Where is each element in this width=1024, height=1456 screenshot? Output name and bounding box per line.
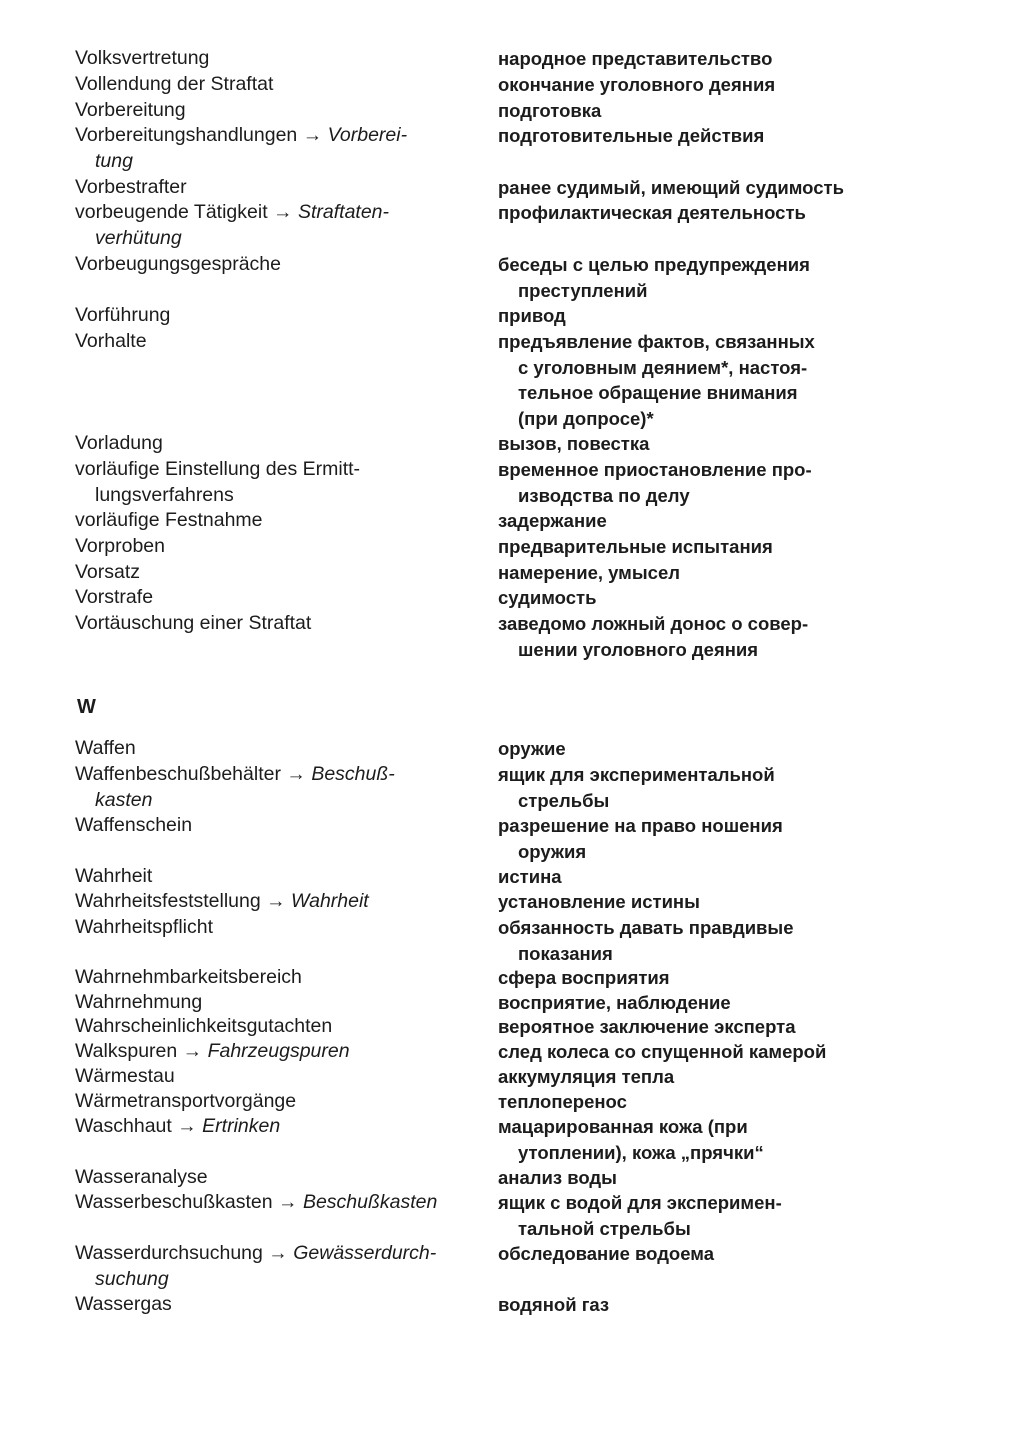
russian-translation-line: намерение, умысел	[498, 562, 681, 583]
russian-translation	[498, 303, 918, 329]
german-term	[75, 762, 475, 813]
german-term	[75, 457, 475, 508]
cross-reference-continuation: suchung	[95, 1267, 169, 1290]
russian-translation	[498, 431, 918, 457]
cross-reference-continuation: verhütung	[95, 226, 182, 249]
german-term-text: Wahrheitsfeststellung	[75, 890, 261, 912]
russian-translation-line: подготовительные действия	[498, 125, 765, 146]
german-term-text: Vorführung	[75, 304, 171, 326]
russian-translation	[498, 1241, 918, 1267]
russian-translation	[498, 98, 918, 124]
german-term-line	[75, 1064, 475, 1090]
cross-reference: Beschuß-	[311, 763, 395, 785]
arrow-right-icon: →	[171, 1115, 203, 1137]
german-term	[75, 46, 475, 72]
german-term	[75, 303, 475, 329]
russian-translation-line: мацарированная кожа (при	[498, 1116, 748, 1137]
russian-translation-line: предварительные испытания	[498, 536, 773, 557]
german-term-line	[75, 560, 475, 586]
german-term	[75, 915, 475, 941]
russian-translation-line: аккумуляция тепла	[498, 1066, 675, 1087]
russian-translation	[498, 736, 918, 762]
russian-translation-line: заведомо ложный донос о совер-	[498, 613, 809, 634]
german-term-text: Volksvertretung	[75, 47, 210, 69]
russian-translation-line: преступлений	[518, 279, 648, 301]
german-term-text: Wahrheitspflicht	[75, 916, 213, 938]
german-term-text: Wärmetransportvorgänge	[75, 1090, 297, 1112]
cross-reference: Wahrheit	[291, 890, 369, 912]
german-term-line	[75, 483, 475, 509]
german-term-line	[75, 457, 475, 483]
russian-translation	[498, 915, 918, 966]
russian-translation-line: утоплении), кожа „прячки“	[518, 1141, 764, 1163]
german-term	[75, 736, 475, 762]
cross-reference-continuation: tung	[95, 149, 133, 172]
german-term-text: Waffen	[75, 737, 136, 759]
arrow-right-icon: →	[280, 763, 312, 785]
german-term-line	[75, 508, 475, 534]
german-term	[75, 1241, 475, 1292]
german-term-line	[75, 98, 475, 124]
russian-translation	[498, 1190, 918, 1241]
russian-translation	[498, 1114, 918, 1165]
russian-translation-line: судимость	[498, 587, 597, 608]
german-term-text: vorläufige Einstellung des Ermitt-	[75, 458, 361, 480]
german-term-text: Vorhalte	[75, 330, 147, 352]
cross-reference: Beschußkasten	[302, 1191, 438, 1213]
arrow-right-icon: →	[260, 890, 292, 912]
cross-reference: Vorberei-	[327, 124, 408, 146]
german-term-line	[75, 534, 475, 560]
russian-translation-line: обследование водоема	[498, 1243, 715, 1264]
german-term-text: Vollendung der Straftat	[75, 73, 274, 95]
german-term-line	[75, 303, 475, 329]
russian-translation-line: след колеса со спущенной камерой	[498, 1041, 827, 1062]
russian-translation-line: предъявление фактов, связанных	[498, 331, 815, 352]
german-term-line	[75, 736, 475, 762]
german-term-text: vorläufige Festnahme	[75, 509, 263, 531]
german-term-text: Wasserbeschußkasten	[75, 1191, 273, 1213]
russian-translation-line: шении уголовного деяния	[518, 638, 759, 660]
cross-reference-continuation: kasten	[95, 788, 153, 811]
german-term-line	[75, 611, 475, 637]
german-term	[75, 1089, 475, 1115]
russian-translation	[498, 457, 918, 508]
russian-translation-line: тальной стрельбы	[518, 1217, 691, 1239]
cross-reference: Ertrinken	[202, 1115, 281, 1137]
russian-translation	[498, 864, 918, 890]
russian-translation-line: сфера восприятия	[498, 967, 670, 988]
russian-translation-line: профилактическая деятельность	[498, 202, 806, 223]
german-term	[75, 864, 475, 890]
german-term-text: Wahrheit	[75, 865, 153, 887]
russian-translation-line: обязанность давать правдивые	[498, 917, 794, 938]
german-term	[75, 1114, 475, 1140]
german-term-line	[75, 864, 475, 890]
german-term-line	[75, 431, 475, 457]
russian-translation-line: ранее судимый, имеющий судимость	[498, 177, 844, 198]
german-term-text: lungsverfahrens	[95, 483, 234, 506]
russian-translation-line: разрешение на право ношения	[498, 815, 783, 836]
russian-translation-line: окончание уголовного деяния	[498, 74, 776, 95]
german-term-line	[75, 1014, 475, 1040]
german-term-line	[75, 1190, 475, 1216]
german-term-text: Vorstrafe	[75, 586, 154, 608]
russian-translation-line: народное представительство	[498, 48, 773, 69]
russian-translation	[498, 123, 918, 149]
german-term	[75, 1165, 475, 1191]
german-term-line	[75, 965, 475, 991]
german-term-line	[75, 1241, 475, 1267]
russian-translation-line: оружия	[518, 840, 587, 862]
cross-reference: Fahrzeugspuren	[207, 1040, 350, 1062]
german-term	[75, 98, 475, 124]
arrow-right-icon: →	[177, 1040, 208, 1062]
russian-translation	[498, 762, 918, 813]
russian-translation	[498, 1165, 918, 1191]
russian-translation-line: теплоперенос	[498, 1091, 627, 1112]
german-term	[75, 1292, 475, 1318]
german-term	[75, 200, 475, 251]
cross-reference: Straftaten-	[297, 201, 390, 223]
russian-translation-line: ящик с водой для эксперимен-	[498, 1192, 782, 1213]
russian-translation	[498, 200, 918, 226]
section-letter: W	[77, 696, 96, 718]
german-term-text: Vorsatz	[75, 561, 141, 583]
german-term	[75, 1190, 475, 1216]
german-term-text: Wassergas	[75, 1293, 172, 1315]
german-term-line	[75, 329, 475, 355]
russian-translation	[498, 1064, 918, 1090]
russian-translation-line: беседы с целью предупреждения	[498, 254, 810, 275]
german-term	[75, 175, 475, 201]
german-term	[75, 1039, 475, 1065]
german-term-text: Vorbereitungshandlungen	[75, 124, 298, 146]
russian-translation-line: водяной газ	[498, 1294, 610, 1315]
german-term	[75, 611, 475, 637]
german-term	[75, 123, 475, 174]
russian-translation	[498, 1039, 918, 1065]
german-term-text: Wahrnehmung	[75, 991, 203, 1013]
german-term-line	[75, 1114, 475, 1140]
russian-translation	[498, 534, 918, 560]
russian-translation	[498, 46, 918, 72]
russian-translation-line: задержание	[498, 510, 607, 531]
german-term-text: Vorladung	[75, 432, 163, 454]
russian-translation	[498, 175, 918, 201]
german-term-line	[75, 46, 475, 72]
german-term	[75, 585, 475, 611]
german-term	[75, 1064, 475, 1090]
german-term-text: Wahrnehmbarkeitsbereich	[75, 966, 302, 988]
german-term-line	[75, 762, 475, 788]
german-term-text: Vorproben	[75, 535, 165, 557]
russian-translation-line: ящик для экспериментальной	[498, 764, 775, 785]
german-term-line	[75, 123, 475, 149]
russian-translation	[498, 585, 918, 611]
german-term-line	[75, 200, 475, 226]
arrow-right-icon: →	[267, 201, 298, 223]
russian-translation	[498, 965, 918, 991]
russian-translation	[498, 1292, 918, 1318]
arrow-right-icon: →	[297, 124, 328, 146]
german-term-text: vorbeugende Tätigkeit	[75, 201, 268, 223]
german-term-text: Vorbestrafter	[75, 176, 187, 198]
german-term	[75, 508, 475, 534]
russian-translation-line: изводства по делу	[518, 484, 690, 506]
russian-translation-line: анализ воды	[498, 1167, 617, 1188]
german-term-text: Wärmestau	[75, 1065, 175, 1087]
german-term-line	[75, 585, 475, 611]
russian-translation-line: вероятное заключение эксперта	[498, 1016, 796, 1037]
german-term-line	[75, 1089, 475, 1115]
russian-translation	[498, 508, 918, 534]
arrow-right-icon: →	[262, 1242, 294, 1264]
german-term-text: Vorbereitung	[75, 99, 186, 121]
russian-translation	[498, 1014, 918, 1040]
russian-translation	[498, 813, 918, 864]
german-term-line	[75, 72, 475, 98]
russian-translation	[498, 560, 918, 586]
russian-translation	[498, 252, 918, 303]
german-term	[75, 889, 475, 915]
russian-translation-line: временное приостановление про-	[498, 459, 812, 480]
russian-translation	[498, 611, 918, 662]
german-term-line	[75, 990, 475, 1016]
russian-translation-line: с уголовным деянием*, настоя-	[518, 356, 808, 378]
german-term	[75, 534, 475, 560]
german-term-text: Walkspuren	[75, 1040, 178, 1062]
russian-translation-line: стрельбы	[518, 789, 610, 811]
russian-translation-line: восприятие, наблюдение	[498, 992, 731, 1013]
russian-translation-line: установление истины	[498, 891, 700, 912]
german-term	[75, 72, 475, 98]
russian-translation	[498, 329, 918, 431]
russian-translation-line: привод	[498, 305, 566, 326]
russian-translation	[498, 72, 918, 98]
german-term	[75, 990, 475, 1016]
german-term-line	[75, 1039, 475, 1065]
russian-translation-line: (при допросе)*	[518, 407, 654, 429]
german-term	[75, 813, 475, 839]
german-term-line	[75, 1292, 475, 1318]
cross-reference: Gewässerdurch-	[293, 1242, 437, 1264]
russian-translation	[498, 889, 918, 915]
russian-translation-line: тельное обращение внимания	[518, 382, 798, 404]
german-term-line	[75, 915, 475, 941]
russian-translation-line: истина	[498, 866, 562, 887]
german-term-line	[75, 889, 475, 915]
german-term-text: Vorbeugungsgespräche	[75, 253, 281, 275]
german-term-text: Vortäuschung einer Straftat	[75, 612, 312, 634]
german-term-text: Waffenschein	[75, 814, 193, 836]
german-term-text: Waffenbeschußbehälter	[75, 763, 281, 785]
german-term	[75, 560, 475, 586]
russian-translation-line: вызов, повестка	[498, 433, 650, 454]
german-term-line	[75, 252, 475, 278]
german-term	[75, 329, 475, 355]
german-term-line	[75, 813, 475, 839]
german-term-line	[75, 175, 475, 201]
russian-translation-line: показания	[518, 942, 613, 964]
russian-translation-line: оружие	[498, 738, 566, 759]
russian-translation-line: подготовка	[498, 100, 602, 121]
german-term	[75, 431, 475, 457]
german-term-text: Waschhaut	[75, 1115, 172, 1137]
german-term	[75, 252, 475, 278]
german-term-text: Wasserdurchsuchung	[75, 1242, 263, 1264]
german-term-text: Wahrscheinlichkeitsgutachten	[75, 1015, 333, 1037]
german-term	[75, 965, 475, 991]
german-term	[75, 1014, 475, 1040]
russian-translation	[498, 990, 918, 1016]
arrow-right-icon: →	[272, 1191, 303, 1213]
german-term-line	[75, 1165, 475, 1191]
russian-translation	[498, 1089, 918, 1115]
german-term-text: Wasseranalyse	[75, 1166, 208, 1188]
